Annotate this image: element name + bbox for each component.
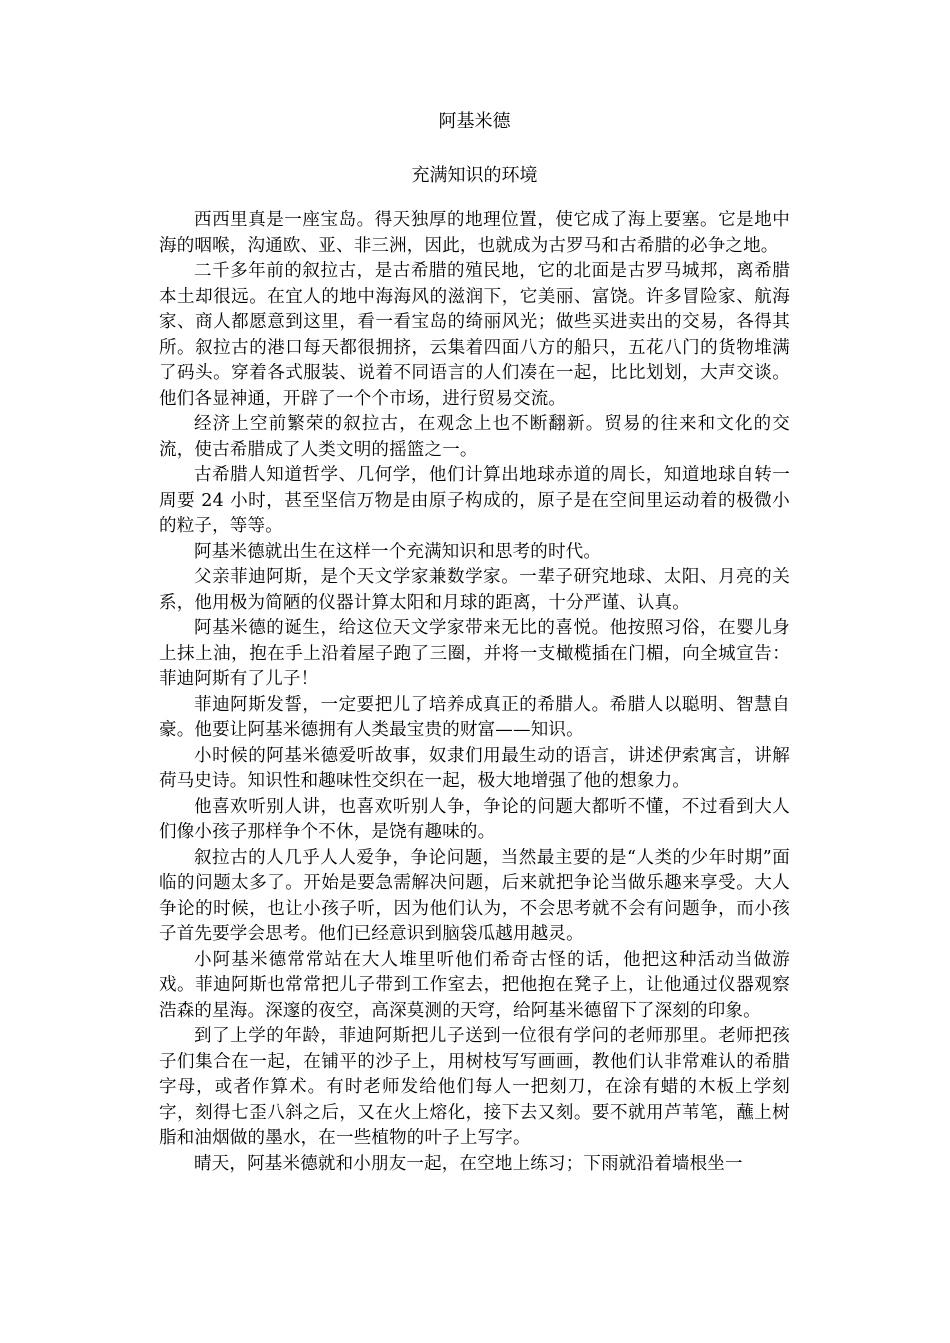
document-content — [159, 110, 790, 1177]
paragraph: 阿基米德就出生在这样一个充满知识和思考的时代。 — [194, 541, 602, 562]
paragraph: 小阿基米德常常站在大人堆里听他们希奇古怪的话，他把这种活动当做游戏。菲迪阿斯也常常把儿子带到工作室去，把他抱在凳子上，让他通过仪器观察浩森的星海。深邃的夜空，高深莫测的天穹，给阿基米德留下了深刻的印象。 — [159, 949, 790, 1021]
body-text — [159, 208, 790, 1177]
paragraph: 经济上空前繁荣的叙拉古，在观念上也不断翻新。贸易的往来和文化的交流，使古希腊成了人类文明的摇篮之一。 — [159, 414, 790, 460]
paragraph: 二千多年前的叙拉古，是古希腊的殖民地，它的北面是古罗马城邦，离希腊本土却很远。在宜人的地中海海风的滋润下，它美丽、富饶。许多冒险家、航海家、商人都愿意到这里，看一看宝岛的绮丽风光；做些买进卖出的交易，各得其所。叙拉古的港口每天都很拥挤，云集着四面八方的船只，五花八门的货物堆满了码头。穿着各式服装、说着不同语言的人们凑在一起，比比划划，大声交谈。他们各显神通，开辟了一个个市场，进行贸易交流。 — [159, 261, 790, 409]
paragraph: 古希腊人知道哲学、几何学，他们计算出地球赤道的周长，知道地球自转一周要 24 小时，甚至坚信万物是由原子构成的，原子是在空间里运动着的极微小的粒子，等等。 — [159, 465, 790, 536]
paragraph: 晴天，阿基米德就和小朋友一起，在空地上练习；下雨就沿着墙根坐一 — [194, 1153, 743, 1174]
paragraph: 叙拉古的人几乎人人爱争，争论问题，当然最主要的是“人类的少年时期”面临的问题太多了。开始是要急需解决问题，后来就把争论当做乐趣来享受。大人争论的时候，也让小孩子听，因为他们认为，不会思考就不会有问题争，而小孩子首先要学会思考。他们已经意识到脑袋瓜越用越灵。 — [159, 847, 790, 944]
section-heading: 充满知识的环境 — [411, 165, 538, 186]
paragraph: 到了上学的年龄，菲迪阿斯把儿子送到一位很有学问的老师那里。老师把孩子们集合在一起，在铺平的沙子上，用树枝写写画画，教他们认非常难认的希腊字母，或者作算术。有时老师发给他们每人一把刻刀，在涂有蜡的木板上学刻字，刻得七歪八斜之后，又在火上熔化，接下去又刻。要不就用芦苇笔，蘸上树脂和油烟做的墨水，在一些植物的叶子上写字。 — [159, 1026, 790, 1148]
paragraph: 父亲菲迪阿斯，是个天文学家兼数学家。一辈子研究地球、太阳、月亮的关系，他用极为简陋的仪器计算太阳和月球的距离，十分严谨、认真。 — [159, 567, 790, 613]
document-title: 阿基米德 — [438, 111, 511, 132]
paragraph: 小时候的阿基米德爱听故事，奴隶们用最生动的语言，讲述伊索寓言，讲解荷马史诗。知识性和趣味性交织在一起，极大地增强了他的想象力。 — [159, 745, 790, 791]
paragraph: 菲迪阿斯发誓，一定要把儿了培养成真正的希腊人。希腊人以聪明、智慧自豪。他要让阿基米德拥有人类最宝贵的财富——知识。 — [159, 694, 790, 740]
paragraph: 阿基米德的诞生，给这位天文学家带来无比的喜悦。他按照习俗，在婴儿身上抹上油，抱在手上沿着屋子跑了三圈，并将一支橄榄插在门楣，向全城宣告：菲迪阿斯有了儿子！ — [159, 618, 790, 689]
paragraph: 他喜欢听别人讲，也喜欢听别人争，争论的问题大都听不懂，不过看到大人们像小孩子那样争个不休，是饶有趣味的。 — [159, 796, 790, 842]
paragraph: 西西里真是一座宝岛。得天独厚的地理位置，使它成了海上要塞。它是地中海的咽喉，沟通欧、亚、非三洲，因此，也就成为古罗马和古希腊的必争之地。 — [159, 210, 790, 256]
